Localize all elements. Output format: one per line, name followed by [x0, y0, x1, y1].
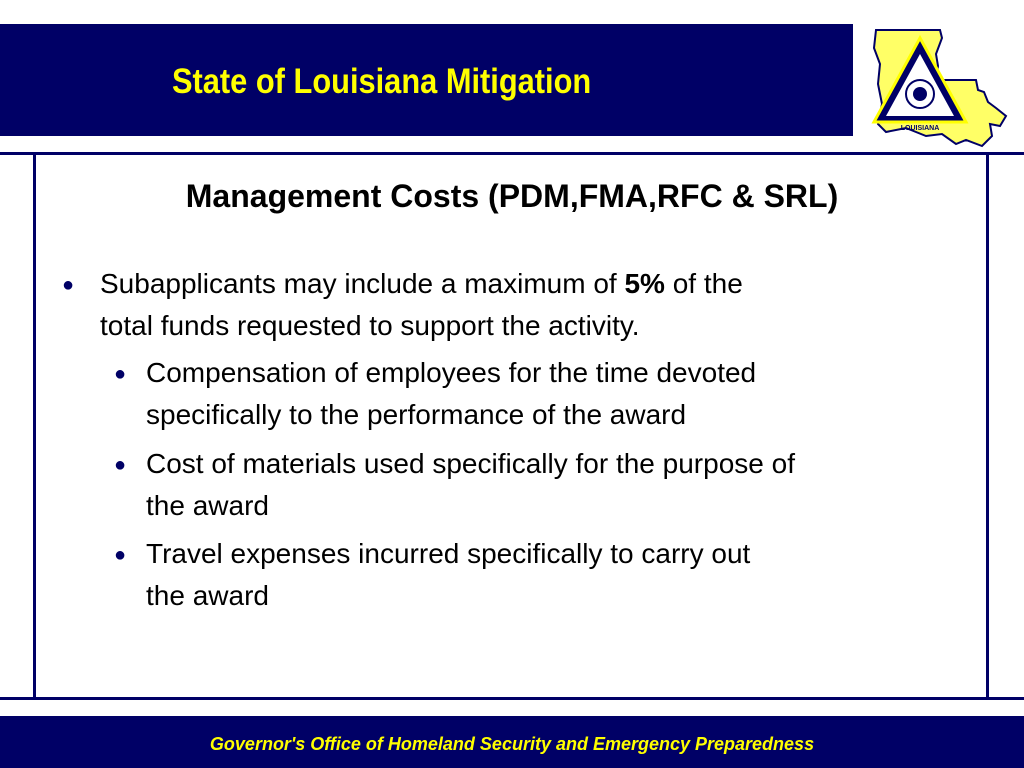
sub-bullet-dot-icon: ● — [114, 363, 127, 385]
logo-label: LOUISIANA — [900, 125, 940, 132]
bullet-1-line-1 — [100, 268, 743, 300]
bullet-1-line-2: total funds requested to support the activity. — [100, 310, 640, 341]
bullet-1-text-pre: Subapplicants may include a maximum of — [100, 268, 625, 299]
content-rule-bottom — [0, 697, 1024, 700]
footer-text: Governor's Office of Homeland Security and Emergency Preparedness — [209, 734, 815, 754]
sub-bullet-2-line-1: Cost of materials used specifically for the purpose of — [146, 448, 795, 479]
bullet-1-text-post: of the — [664, 268, 743, 299]
sub-bullet-3-line-1: Travel expenses incurred specifically to carry out — [146, 538, 751, 569]
slide-subtitle: Management Costs (PDM,FMA,RFC & SRL) — [185, 178, 839, 214]
sub-bullet-dot-icon: ● — [114, 544, 127, 566]
louisiana-seal-icon — [866, 24, 1010, 150]
sub-bullet-1-line-2: specifically to the performance of the award — [146, 399, 687, 430]
sub-bullet-3-line-2: the award — [146, 580, 269, 611]
seal-center-shape — [913, 87, 927, 101]
sub-bullet-dot-icon: ● — [114, 454, 127, 476]
sub-bullet-1-line-1: Compensation of employees for the time devoted — [146, 357, 757, 388]
slide-header-title: State of Louisiana Mitigation — [172, 62, 592, 101]
bullet-1-emphasis: 5% — [624, 268, 665, 299]
bullet-dot-icon: ● — [62, 274, 75, 296]
sub-bullet-2-line-2: the award — [146, 490, 269, 521]
